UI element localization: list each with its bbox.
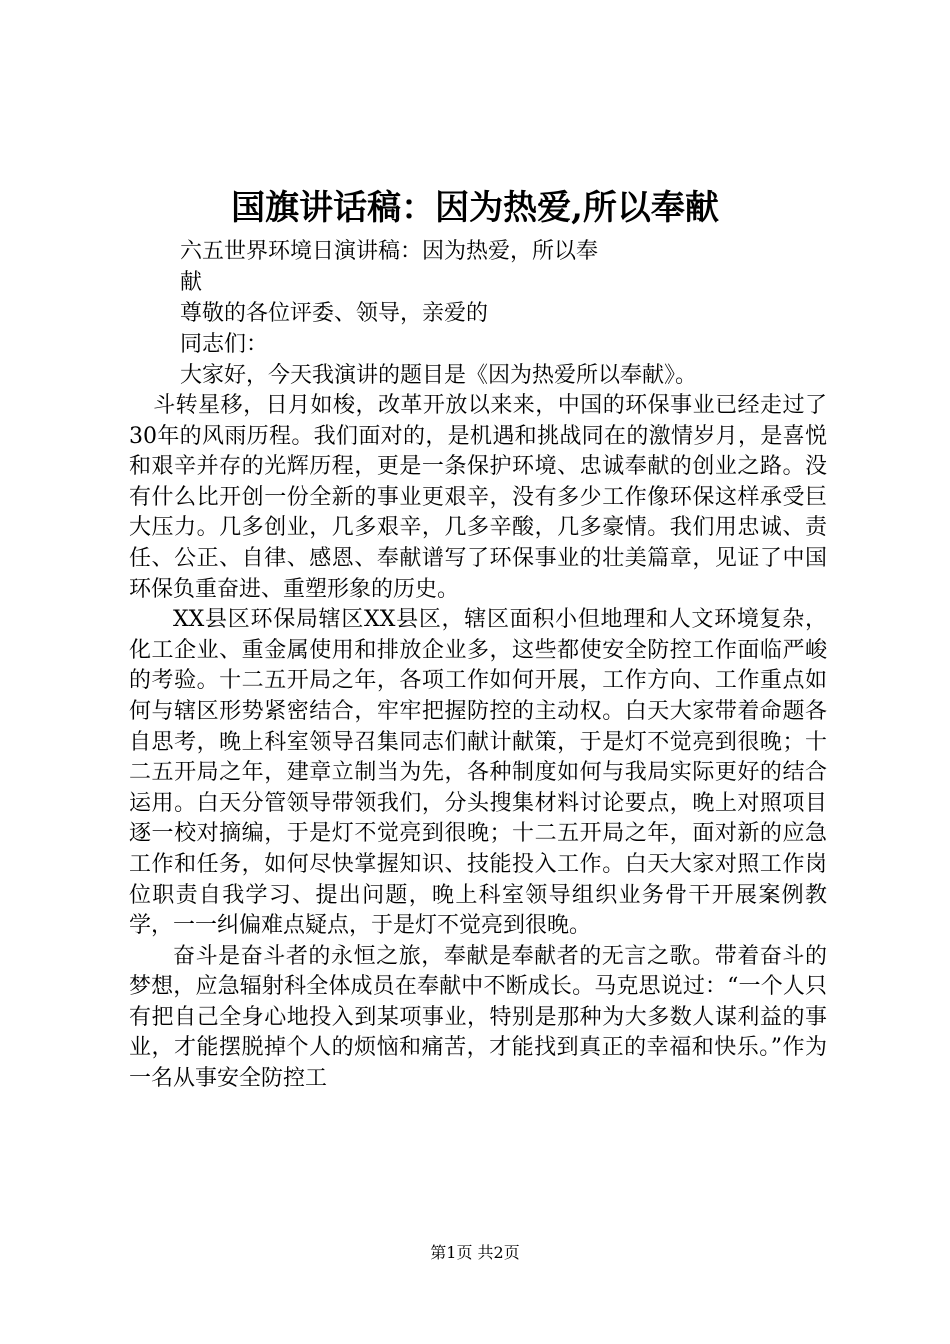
paragraph: XX县区环保局辖区XX县区，辖区面积小但地理和人文环境复杂，化工企业、重金属使用和排放企业多，这些都使安全防控工作面临严峻的考验。十二五开局之年，各项工作如何开展，工作方向、工作重点如何与辖区形势紧密结合，牢牢把握防控的主动权。白天大家带着命题各自思考，晚上科室领导召集同志们献计献策，于是灯不觉亮到很晚；十二五开局之年，建章立制当为先，各种制度如何与我局实际更好的结合运用。白天分管领导带领我们，分头搜集材料讨论要点，晚上对照项目逐一校对摘编，于是灯不觉亮到很晚；十二五开局之年，面对新的应急工作和任务，如何尽快掌握知识、技能投入工作。白天大家对照工作岗位职责自我学习、提出问题，晚上科室领导组织业务骨干开展案例教学，一一纠偏难点疑点，于是灯不觉亮到很晚。 [129,607,827,939]
paragraph: 奋斗是奋斗者的永恒之旅，奉献是奉献者的无言之歌。带着奋斗的梦想，应急辐射科全体成员在奉献中不断成长。马克思说过：“一个人只有把自己全身心地投入到某项事业，特别是那种为大多数人谋利益的事业，才能摆脱掉个人的烦恼和痛苦，才能找到真正的幸福和快乐。”作为一名从事安全防控工 [129,943,827,1092]
paragraph: 斗转星移，日月如梭，改革开放以来来，中国的环保事业已经走过了30年的风雨历程。我们面对的，是机遇和挑战同在的激情岁月，是喜悦和艰辛并存的光辉历程，更是一条保护环境、忠诚奉献的创业之路。没有什么比开创一份全新的事业更艰辛，没有多少工作像环保这样承受巨大压力。几多创业，几多艰辛，几多辛酸，几多豪情。我们用忠诚、责任、公正、自律、感恩、奉献谱写了环保事业的壮美篇章，见证了中国环保负重奋进、重塑形象的历史。 [129,393,827,602]
document-title: 国旗讲话稿：因为热爱,所以奉献 [231,188,719,228]
intro-line: 六五世界环境日演讲稿：因为热爱，所以奉 [180,239,599,264]
intro-line: 同志们： [180,332,269,357]
intro-line: 献 [180,270,203,295]
page-footer: 第1页 共2页 [430,1243,520,1262]
intro-line: 大家好，今天我演讲的题目是《因为热爱所以奉献》。 [180,363,698,388]
intro-block [180,236,700,391]
intro-line: 尊敬的各位评委、领导，亲爱的 [180,301,489,326]
document-body [129,391,827,1095]
